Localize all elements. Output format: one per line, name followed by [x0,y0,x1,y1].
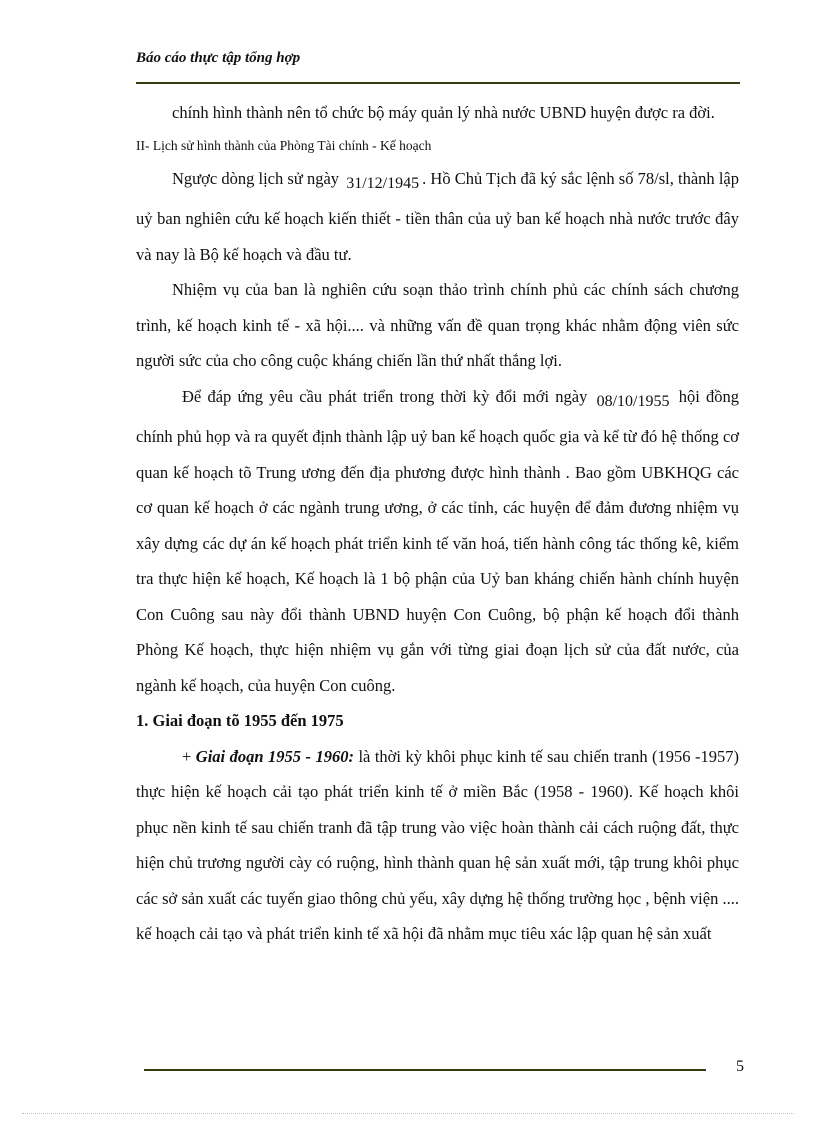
section-title: II- Lịch sử hình thành của Phòng Tài chính - Kế hoạch [136,137,432,153]
bullet-plus: + [182,746,192,766]
paragraph-continuation: chính hình thành nên tổ chức bộ máy quản lý nhà nước UBND huyện được ra đời. [172,103,715,122]
emphasis-period: Giai đoạn 1955 - 1960: [195,746,354,766]
document-body [136,95,739,952]
heading-period: 1. Giai đoạn tõ 1955 đến 1975 [136,711,344,730]
paragraph-text: . Hồ Chủ Tịch đã ký sắc lệnh số 78/sl, thành lập uỷ ban nghiên cứu kế hoạch kiến thiết - tiền thân của uỷ ban kế hoạch nhà nước trước đây và nay là Bộ kế hoạch và đầu tư. [136,168,739,264]
paragraph-text: Để đáp ứng yêu cầu phát triển trong thời kỳ đổi mới ngày [182,386,588,406]
paragraph-mission: Nhiệm vụ của ban là nghiên cứu soạn thảo trình chính phủ các chính sách chương trình, kế hoạch kinh tế - xã hội.... và những vấn đề quan trọng khác nhằm động viên sức người sức của cho công cuộc kháng chiến lần thứ nhất thắng lợi. [136,280,739,370]
footer-rule [144,1069,706,1071]
date-reference: 31/12/1945 [346,174,420,192]
paragraph-history [136,161,739,273]
paragraph-development [136,379,739,704]
header-rule [136,82,740,84]
page-edge-divider [22,1113,794,1114]
paragraph-text: hội đồng chính phủ họp và ra quyết định thành lập uỷ ban kế hoạch quốc gia và kể từ đó hệ thống cơ quan kế hoạch tõ Trung ương đến địa phương được hình thành . Bao gồm UBKHQG các cơ quan kế hoạch ở các ngành trung ương, ở các tỉnh, các huyện để đảm đương nhiệm vụ xây dựng các dự án kế hoạch phát triển kinh tế văn hoá, tiến hành công tác thống kê, kiểm tra thực hiện kế hoạch, Kế hoạch là 1 bộ phận của Uỷ ban kháng chiến hành chính huyện Con Cuông sau này đổi thành UBND huyện Con Cuông, bộ phận kế hoạch đổi thành Phòng Kế hoạch, thực hiện nhiệm vụ gắn với từng giai đoạn lịch sử của đất nước, của ngành kế hoạch, của huyện Con cuông. [136,386,740,695]
page-number: 5 [736,1058,744,1075]
running-header: Báo cáo thực tập tổng hợp [136,50,301,66]
paragraph-text: là thời kỳ khôi phục kinh tế sau chiến tranh (1956 -1957) thực hiện kế hoạch cải tạo phát triển kinh tế ở miền Bắc (1958 - 1960). Kế hoạch khôi phục nền kinh tế sau chiến tranh đã tập trung vào việc hoàn thành cải cách ruộng đất, thực hiện chủ trương người cày có ruộng, hình thành quan hệ sản xuất mới, tập trung khôi phục các sở sản xuất các tuyến giao thông chủ yếu, xây dựng hệ thống trường học , bệnh viện .... kế hoạch cải tạo và phát triển kinh tế xã hội đã nhằm mục tiêu xác lập quan hệ sản xuất [136,746,740,943]
paragraph-period-1955-1960 [136,739,739,952]
date-reference: 08/10/1955 [596,392,670,410]
paragraph-text: Ngược dòng lịch sử ngày [172,168,340,188]
